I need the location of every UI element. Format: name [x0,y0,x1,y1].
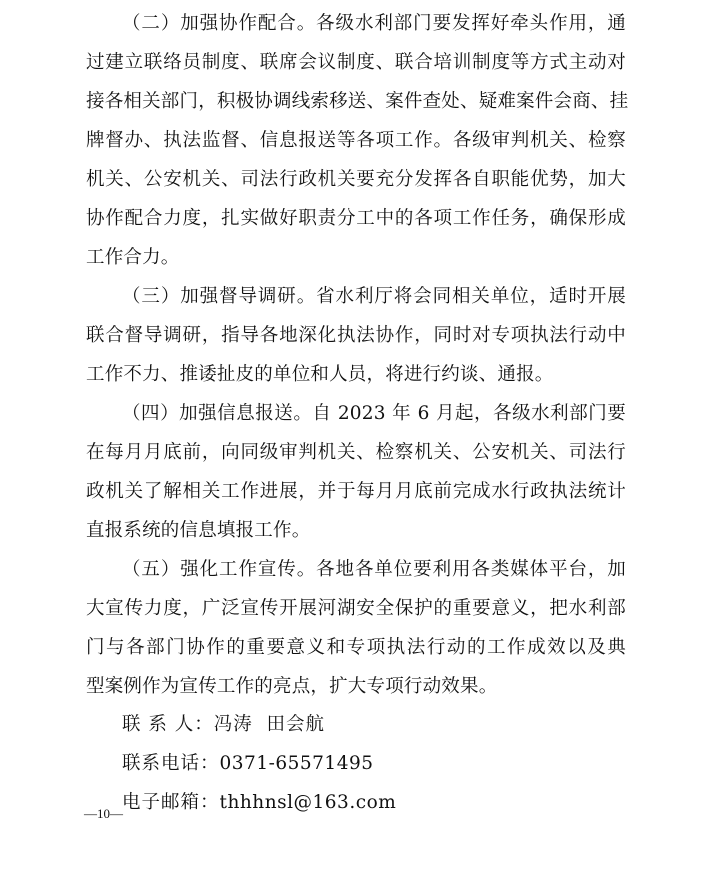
contact-person-label: 联 系 人： [122,714,214,735]
paragraph-5-line-4: 型案例作为宣传工作的亮点，扩大专项行动效果。 [86,676,498,697]
paragraph-3-line-1: （三）加强督导调研。省水利厅将会同相关单位，适时开展 [122,286,626,307]
paragraph-4-line-4: 直报系统的信息填报工作。 [86,520,311,541]
contact-person-value: 冯涛 田会航 [213,714,326,735]
contact-phone-value: 0371-65571495 [219,753,374,774]
paragraph-4-line-3: 政机关了解相关工作进展，并于每月月底前完成水行政执法统计 [86,481,626,502]
paragraph-3-line-3: 工作不力、推诿扯皮的单位和人员，将进行约谈、通报。 [86,364,554,385]
paragraph-2-line-4: 牌督办、执法监督、信息报送等各项工作。各级审判机关、检察 [86,130,626,151]
paragraph-2-line-5: 机关、公安机关、司法行政机关要充分发挥各自职能优势，加大 [86,169,626,190]
paragraph-2-line-3: 接各相关部门，积极协调线索移送、案件查处、疑难案件会商、挂 [86,91,629,112]
paragraph-5-line-2: 大宣传力度，广泛宣传开展河湖安全保护的重要意义，把水利部 [86,598,626,619]
paragraph-4-line-1: （四）加强信息报送。自 2023 年 6 月起，各级水利部门要 [122,403,626,424]
paragraph-5-line-1: （五）强化工作宣传。各地各单位要利用各类媒体平台，加 [122,559,626,580]
contact-person-row [122,713,325,737]
page-number: —10— [84,806,123,821]
paragraph-2-line-1: （二）加强协作配合。各级水利部门要发挥好牵头作用，通 [122,13,626,34]
paragraph-4-line-2: 在每月月底前，向同级审判机关、检察机关、公安机关、司法行 [86,442,626,463]
contact-email-row [122,791,396,815]
paragraph-2-line-7: 工作合力。 [86,247,180,268]
paragraph-3-line-2: 联合督导调研，指导各地深化执法协作，同时对专项执法行动中 [86,325,626,346]
contact-email-value: thhhnsl@163.com [219,792,397,813]
paragraph-2-line-2: 过建立联络员制度、联席会议制度、联合培训制度等方式主动对 [86,52,626,73]
contact-email-label: 电子邮箱： [122,792,220,813]
paragraph-5-line-3: 门与各部门协作的重要意义和专项执法行动的工作成效以及典 [86,637,626,658]
contact-phone-label: 联系电话： [122,753,220,774]
paragraph-2-line-6: 协作配合力度，扎实做好职责分工中的各项工作任务，确保形成 [86,208,626,229]
contact-phone-row [122,752,374,776]
